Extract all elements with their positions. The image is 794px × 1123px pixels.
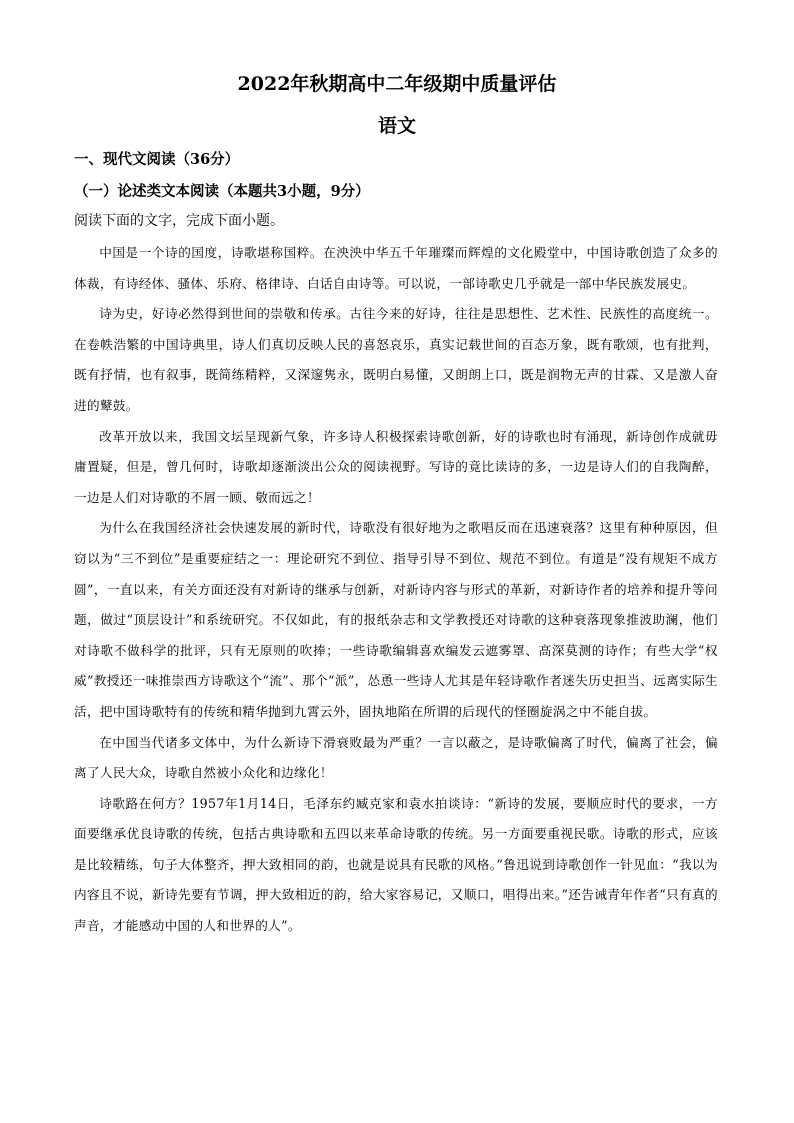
passage-paragraph-1: 中国是一个诗的国度，诗歌堪称国粹。在泱泱中华五千年璀璨而辉煌的文化殿堂中，中国诗歌创造了众多的体裁，有诗经体、骚体、乐府、格律诗、白话自由诗等。可以说，一部诗歌史几乎就是一部中华民族发展史。 — [74, 245, 718, 291]
reading-instruction: 阅读下面的文字，完成下面小题。 — [74, 213, 284, 229]
section-heading: 一、现代文阅读（36分） — [74, 151, 240, 168]
passage-paragraph-3: 改革开放以来，我国文坛呈现新气象，许多诗人积极探索诗歌创新，好的诗歌也时有涌现，新诗创作成就毋庸置疑，但是，曾几何时，诗歌却逐渐淡出公众的阅读视野。写诗的竟比读诗的多，一边是诗人们的自我陶醉，一边是人们对诗歌的不屑一顾、敬而远之！ — [74, 428, 718, 505]
exam-title: 2022年秋期高中二年级期中质量评估 — [237, 73, 557, 95]
passage-paragraph-4: 为什么在我国经济社会快速发展的新时代，诗歌没有很好地为之歌唱反而在迅速衰落？这里有种种原因，但窃以为“三不到位”是重要症结之一：理论研究不到位、指导引导不到位、规范不到位。有道是“没有规矩不成方圆”，一直以来，有关方面还没有对新诗的继承与创新，对新诗内容与形式的革新，对新诗作者的培养和提升等问题，做过“顶层设计”和系统研究。不仅如此，有的报纸杂志和文学教授还对诗歌的这种衰落现象推波助澜，他们对诗歌不做科学的批评，只有无原则的吹捧；一些诗歌编辑喜欢编发云遮雾罩、高深莫测的诗作；有些大学“权威”教授还一味推崇西方诗歌这个“流”、那个“派”，怂恿一些诗人尤其是年轻诗歌作者迷失历史担当、远离实际生活，把中国诗歌特有的传统和精华抛到九霄云外，固执地陷在所谓的后现代的怪圈旋涡之中不能自拔。 — [74, 520, 718, 719]
subject-title: 语文 — [377, 115, 416, 137]
passage-paragraph-6: 诗歌路在何方？1957年1月14日，毛泽东约臧克家和袁水拍谈诗：“新诗的发展，要顺应时代的要求，一方面要继承优良诗歌的传统，包括古典诗歌和五四以来革命诗歌的传统。另一方面要重视民歌。诗歌的形式，应该是比较精练，句子大体整齐，押大致相同的韵，也就是说具有民歌的风格。”鲁迅说到诗歌创作一针见血：“我以为内容且不说，新诗先要有节调，押大致相近的韵，给大家容易记，又顺口，唱得出来。”还告诫青年作者“只有真的声音，才能感动中国的人和世界的人”。 — [74, 795, 718, 934]
reading-passage — [74, 238, 718, 942]
sub-section-heading: （一）论述类文本阅读（本题共3小题，9分） — [74, 183, 370, 200]
passage-paragraph-5: 在中国当代诸多文体中，为什么新诗下滑衰败最为严重？一言以蔽之，是诗歌偏离了时代，偏离了社会，偏离了人民大众，诗歌自然被小众化和边缘化！ — [74, 734, 718, 781]
passage-paragraph-2: 诗为史，好诗必然得到世间的崇敬和传承。古往今来的好诗，往往是思想性、艺术性、民族性的高度统一。在卷帙浩繁的中国诗典里，诗人们真切反映人民的喜怒哀乐，真实记载世间的百态万象，既有歌颂，也有批判，既有抒情，也有叙事，既简练精粹，又深邃隽永，既明白易懂，又朗朗上口，既是润物无声的甘霖、又是激人奋进的鼙鼓。 — [74, 306, 718, 413]
